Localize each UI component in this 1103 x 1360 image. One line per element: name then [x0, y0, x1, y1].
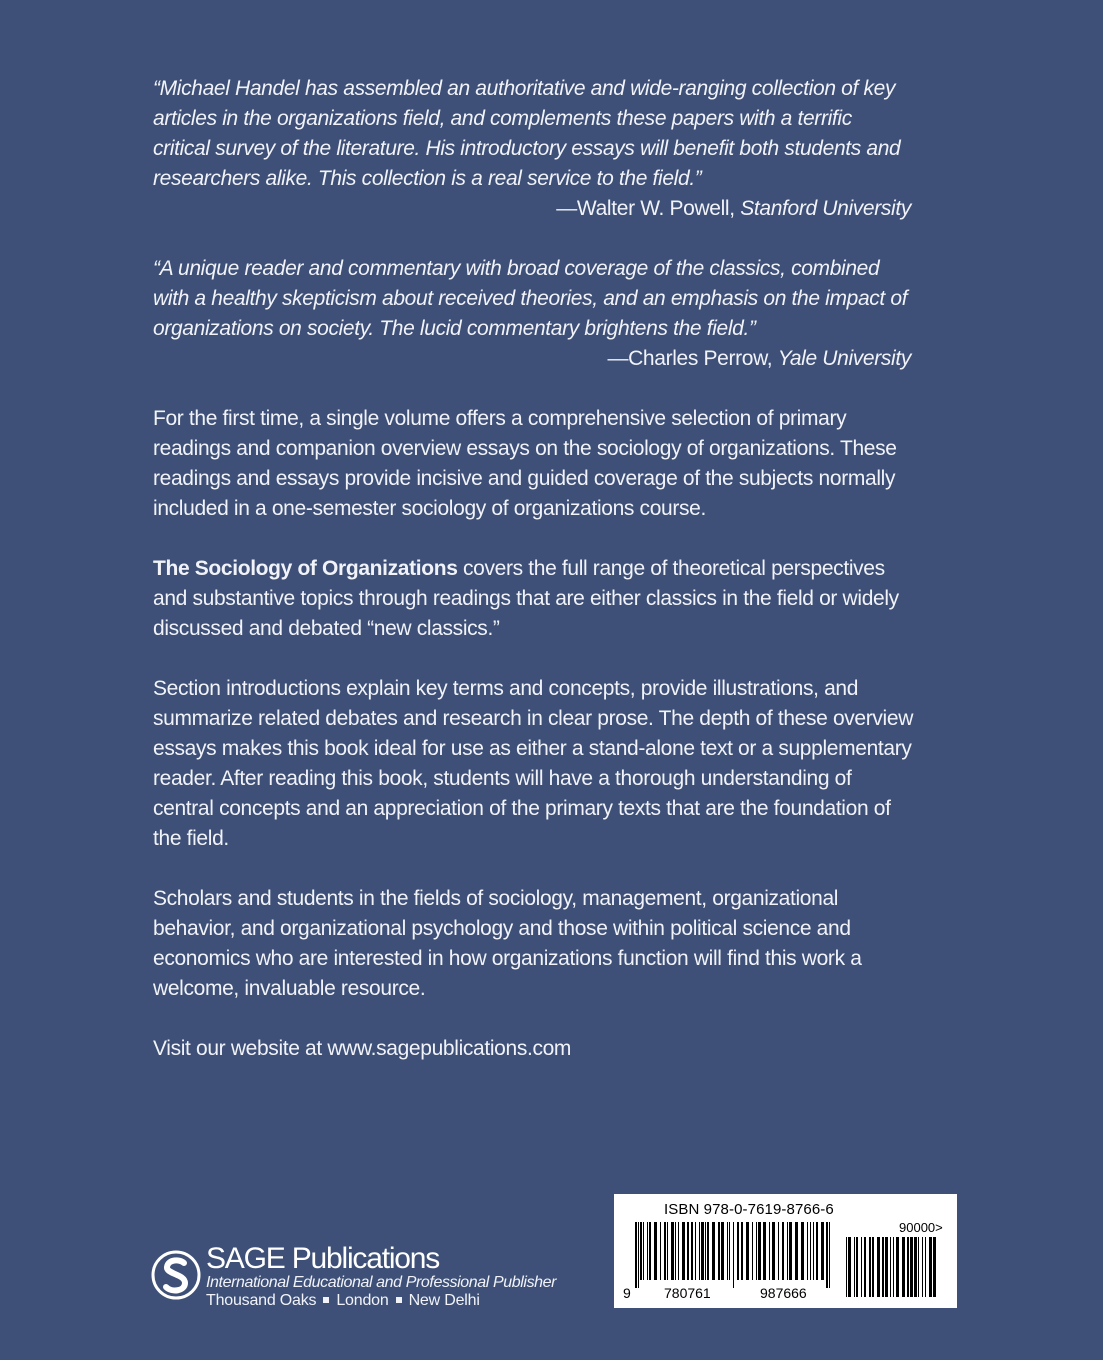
description-paragraph-4: Scholars and students in the fields of sociology, management, organizational behavior, and organizational psychology and those within political science and economics who are interested in how organizations function will find this work a welcome, invaluable resource. [153, 887, 862, 1000]
quote-text: “Michael Handel has assembled an authoritative and wide-ranging collection of key articles in the organizations field, and complements these papers with a terrific critical survey of the literature. His introductory essays will benefit both students and researchers alike. This collection is a real service to the field.” [153, 77, 901, 190]
barcode-digits-left: 780761 [664, 1285, 711, 1301]
barcode-bar [635, 1222, 637, 1288]
barcode-bar [752, 1222, 753, 1280]
barcode-bar [907, 1237, 909, 1297]
barcode-bar [682, 1222, 685, 1280]
barcode-bar [778, 1222, 779, 1280]
bullet-separator [396, 1297, 402, 1303]
barcode-bar [675, 1222, 676, 1280]
barcode-bar [925, 1237, 926, 1297]
barcode-bar [861, 1237, 862, 1297]
barcode-bar [869, 1237, 871, 1297]
barcode-bar [638, 1222, 639, 1288]
quote-institution: Yale University [777, 347, 911, 370]
barcode-digits-right: 987666 [760, 1285, 807, 1301]
barcode-leading-digit: 9 [623, 1285, 631, 1301]
barcode-bar [902, 1237, 905, 1297]
quote-block-powell [153, 74, 913, 224]
city-new-delhi: New Delhi [408, 1292, 480, 1309]
barcode-bar [918, 1237, 919, 1297]
barcode-bar [699, 1222, 700, 1280]
barcode-bar [789, 1222, 792, 1280]
city-london: London [336, 1292, 389, 1309]
quote-author: —Walter W. Powell, [556, 197, 735, 220]
barcode-bar [687, 1222, 689, 1280]
barcode-bar [801, 1222, 804, 1280]
description-paragraph-2-rest: covers the full range of theoretical perspectives and substantive topics through readings that are either classics in the field or widely discussed and debated “new classics.” [153, 557, 899, 640]
barcode-bar [727, 1222, 728, 1280]
barcode-bar [910, 1237, 913, 1297]
barcode-bar [705, 1222, 706, 1280]
barcode-bar [654, 1222, 657, 1280]
publisher-name: SAGE Publications [206, 1242, 440, 1275]
barcode-bar [829, 1222, 830, 1288]
barcode-bar [695, 1222, 696, 1280]
quote-text: “A unique reader and commentary with broad coverage of the classics, combined with a healthy skepticism about received theories, and an emphasis on the impact of organizations on society. The lucid commentary brightens the field.” [153, 257, 908, 340]
barcode-bar [769, 1222, 770, 1280]
ean13-bars [635, 1222, 830, 1288]
barcode-bar [671, 1222, 674, 1280]
barcode-bar [896, 1237, 899, 1297]
barcode-bar [893, 1237, 894, 1297]
barcode-bar [933, 1237, 936, 1297]
barcode-bar [772, 1222, 775, 1280]
quote-attribution [153, 344, 913, 374]
quote-institution: Stanford University [740, 197, 911, 220]
publisher-tagline: International Educational and Professional Publisher [206, 1274, 557, 1291]
barcode-bar [882, 1237, 884, 1297]
barcode-bar [667, 1222, 668, 1280]
city-thousand-oaks: Thousand Oaks [206, 1292, 317, 1309]
barcode-bar [782, 1222, 784, 1280]
barcode-bar [848, 1237, 851, 1297]
barcode-bar [649, 1222, 651, 1280]
barcode-bar [741, 1222, 743, 1280]
barcode-bar [746, 1222, 749, 1280]
quote-attribution [153, 194, 913, 224]
description-paragraph-2 [153, 554, 913, 644]
price-code: 90000> [899, 1220, 943, 1235]
barcode-bar [664, 1222, 666, 1280]
barcode-bar [701, 1222, 704, 1280]
publisher-cities [206, 1291, 480, 1311]
barcode-bar [733, 1222, 734, 1288]
barcode-bar [816, 1222, 818, 1280]
barcode-bar [763, 1222, 766, 1280]
barcode-bar [885, 1237, 888, 1297]
barcode-bar [660, 1222, 661, 1280]
barcode-bar [922, 1237, 923, 1297]
quote-block-perrow [153, 254, 913, 374]
barcode-bar [846, 1237, 847, 1297]
barcode-bar [914, 1237, 917, 1297]
barcode-bar [712, 1222, 715, 1280]
publisher-imprint [151, 1244, 611, 1316]
barcode-bar [854, 1237, 855, 1297]
barcode-bar [718, 1222, 720, 1280]
barcode-bar [795, 1222, 798, 1280]
barcode-bar [872, 1237, 874, 1297]
barcode-bar [721, 1222, 724, 1280]
barcode-bar [890, 1237, 891, 1297]
quote-author: —Charles Perrow, [607, 347, 773, 370]
barcode-bar [813, 1222, 814, 1280]
addon-bars [846, 1237, 938, 1297]
barcode-bar [821, 1222, 824, 1280]
barcode-bar [929, 1237, 932, 1297]
isbn-barcode [614, 1194, 957, 1308]
barcode-bar [729, 1222, 730, 1280]
barcode-bar [737, 1222, 739, 1280]
barcode-bar [756, 1222, 757, 1280]
barcode-bar [856, 1237, 858, 1297]
description-paragraph-1: For the first time, a single volume offers a comprehensive selection of primary readings and companion overview essays on the sociology of organizations. These readings and essays provide incisive and guided coverage of the subjects normally included in a one-semester sociology of organizations course. [153, 407, 897, 520]
barcode-bar [864, 1237, 866, 1297]
bullet-separator [323, 1297, 329, 1303]
barcode-bar [826, 1222, 828, 1288]
barcode-bar [877, 1237, 880, 1297]
barcode-bar [807, 1222, 808, 1280]
barcode-bar [758, 1222, 761, 1280]
barcode-bar [643, 1222, 644, 1280]
back-cover-text [153, 74, 913, 1094]
book-title: The Sociology of Organizations [153, 557, 458, 580]
barcode-bar [678, 1222, 679, 1280]
isbn-number: ISBN 978-0-7619-8766-6 [664, 1201, 834, 1218]
barcode-bar [640, 1222, 642, 1280]
barcode-bar [810, 1222, 811, 1280]
website-line: Visit our website at www.sagepublications.com [153, 1037, 572, 1060]
barcode-bar [647, 1222, 648, 1280]
barcode-bar [691, 1222, 693, 1280]
barcode-bar [707, 1222, 709, 1280]
description-paragraph-3: Section introductions explain key terms and concepts, provide illustrations, and summarize related debates and research in clear prose. The depth of these overview essays makes this book ideal for use as either a stand-alone text or a supplementary reader. After reading this book, students will have a thorough understanding of central concepts and an appreciation of the primary texts that are the foundation of the field. [153, 677, 914, 850]
barcode-bar [787, 1222, 788, 1280]
sage-s-logo-icon [151, 1246, 201, 1304]
